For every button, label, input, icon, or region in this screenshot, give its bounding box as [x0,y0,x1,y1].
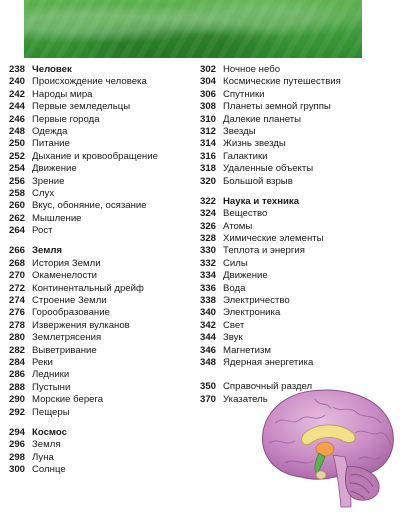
toc-entry[interactable] [9,176,194,188]
toc-entry[interactable] [200,126,395,138]
page-number: 344 [200,332,217,344]
page-number: 284 [9,356,26,368]
entry-title: Звезды [223,125,256,137]
toc-entry[interactable] [200,89,395,101]
entry-title: Жизнь звезды [223,138,286,150]
section-spacer [200,188,395,196]
entry-title: Магнетизм [223,344,271,356]
toc-left-column [9,64,194,477]
toc-entry[interactable] [9,138,194,150]
entry-title: Строение Земли [32,295,107,307]
entry-title: Движение [223,270,268,282]
page-number: 274 [9,295,26,307]
page-number: 308 [200,101,217,113]
page-number: 272 [9,282,26,294]
page-number: 262 [9,212,26,224]
toc-entry[interactable] [200,114,395,126]
entry-title: Вода [223,282,246,294]
toc-entry[interactable] [9,345,194,357]
page-number: 244 [9,101,26,113]
entry-title: Землетрясения [32,332,102,344]
entry-title: Справочный раздел [223,381,313,393]
page-number: 298 [9,451,26,463]
page-number: 266 [9,245,26,257]
toc-section-heading[interactable] [200,196,395,208]
entry-title: Питание [32,138,70,150]
entry-title: Ядерная энергетика [223,356,314,368]
toc-entry[interactable] [200,208,395,220]
toc-entry[interactable] [9,307,194,319]
page-number: 300 [9,464,26,476]
page-number: 336 [200,282,217,294]
page-number: 278 [9,319,26,331]
entry-title: Пустыни [32,381,71,393]
entry-title: Свет [223,319,245,331]
entry-title: Земля [32,439,61,451]
toc-entry[interactable] [200,221,395,233]
page-number: 270 [9,270,26,282]
entry-title: Горообразование [32,307,110,319]
toc-entry[interactable] [200,345,395,357]
entry-title: Морские берега [32,394,104,406]
toc-entry[interactable] [9,332,194,344]
entry-title: Звук [223,332,243,344]
entry-title: Указатель [223,393,268,405]
toc-entry[interactable] [200,138,395,150]
toc-entry[interactable] [9,114,194,126]
toc-entry[interactable] [9,369,194,381]
entry-title: Наука и техника [223,195,300,207]
page-number: 306 [200,88,217,100]
entry-title: Первые города [32,113,100,125]
toc-entry[interactable] [9,76,194,88]
page-number: 316 [200,150,217,162]
toc-entry[interactable] [200,320,395,332]
toc-entry[interactable] [9,394,194,406]
toc-entry[interactable] [9,270,194,282]
toc-entry[interactable] [200,163,395,175]
entry-title: Дыхание и кровообращение [32,150,158,162]
entry-title: Первые земледельцы [32,101,131,113]
entry-title: Реки [32,356,53,368]
toc-entry[interactable] [9,225,194,237]
toc-entry[interactable] [9,126,194,138]
page-number: 260 [9,200,26,212]
toc-entry[interactable] [200,76,395,88]
entry-title: Окаменелости [32,270,98,282]
entry-title: Континентальный дрейф [32,282,144,294]
page-number: 280 [9,332,26,344]
toc-entry[interactable] [9,295,194,307]
page-number: 240 [9,76,26,88]
page-number: 302 [200,64,217,75]
toc-entry[interactable] [200,332,395,344]
page-number: 282 [9,344,26,356]
page-number: 246 [9,113,26,125]
toc-entry[interactable] [9,357,194,369]
page-number: 346 [200,344,217,356]
toc-entry[interactable] [9,452,194,464]
page-number: 248 [9,125,26,137]
page-number: 330 [200,245,217,257]
entry-title: Извержения вулканов [32,319,130,331]
entry-title: Ночное небо [223,64,281,75]
entry-title: Вкус, обоняние, осязание [32,200,147,212]
entry-title: Пещеры [32,406,70,418]
page-number: 288 [9,381,26,393]
toc-entry[interactable] [9,213,194,225]
entry-title: Рост [32,225,53,237]
entry-title: Атомы [223,220,253,232]
page-number: 348 [200,356,217,368]
green-leaf-banner [24,0,362,58]
toc-entry[interactable] [200,270,395,282]
toc-entry[interactable] [9,382,194,394]
page-number: 350 [200,381,217,393]
toc-entry[interactable] [200,295,395,307]
page-number: 268 [9,257,26,269]
page-number: 310 [200,113,217,125]
page-number: 292 [9,406,26,418]
entry-title: Электричество [223,295,290,307]
toc-entry[interactable] [200,151,395,163]
section-spacer [9,419,194,427]
entry-title: Силы [223,257,248,269]
page-number: 318 [200,163,217,175]
page-number: 252 [9,150,26,162]
toc-entry[interactable] [200,307,395,319]
page-number: 334 [200,270,217,282]
entry-title: Химические элементы [223,233,324,245]
page-number: 304 [200,76,217,88]
entry-title: Космические путешествия [223,76,341,88]
toc-entry[interactable] [9,200,194,212]
page-number: 296 [9,439,26,451]
toc-section-heading[interactable] [9,245,194,257]
entry-title: Земля [32,245,63,257]
entry-title: Электроника [223,307,281,319]
toc-entry[interactable] [9,101,194,113]
toc-entry[interactable] [200,258,395,270]
page-number: 256 [9,175,26,187]
page-number: 242 [9,88,26,100]
page-number: 290 [9,394,26,406]
toc-entry[interactable] [200,283,395,295]
entry-title: Народы мира [32,88,93,100]
page-number: 312 [200,125,217,137]
page-number: 340 [200,307,217,319]
page-number: 250 [9,138,26,150]
toc-section-heading[interactable] [9,427,194,439]
page-number: 276 [9,307,26,319]
toc-entry[interactable] [9,151,194,163]
toc-entry[interactable] [200,64,395,76]
entry-title: Выветривание [32,344,97,356]
toc-entry[interactable] [200,245,395,257]
page-number: 326 [200,220,217,232]
entry-title: Спутники [223,88,265,100]
toc-entry[interactable] [9,439,194,451]
page-number: 322 [200,195,217,207]
toc-entry[interactable] [9,320,194,332]
page-number: 238 [9,64,26,75]
toc-entry[interactable] [9,163,194,175]
entry-title: Луна [32,451,54,463]
page-number: 328 [200,233,217,245]
entry-title: Галактики [223,150,268,162]
page-number: 338 [200,295,217,307]
entry-title: Движение [32,163,77,175]
page-number: 294 [9,426,26,438]
entry-title: Происхождение человека [32,76,147,88]
page-number: 258 [9,187,26,199]
page-number: 286 [9,369,26,381]
entry-title: Удаленные объекты [223,163,314,175]
page-number: 264 [9,225,26,237]
entry-title: Человек [32,64,72,75]
toc-entry[interactable] [9,89,194,101]
page-number: 370 [200,393,217,405]
entry-title: Одежда [32,125,68,137]
entry-title: Солнце [32,464,66,476]
toc-entry[interactable] [200,101,395,113]
section-spacer [9,237,194,245]
toc-entry[interactable] [9,188,194,200]
toc-entry[interactable] [9,407,194,419]
entry-title: Планеты земной группы [223,101,331,113]
entry-title: Мышление [32,212,82,224]
entry-title: Космос [32,426,67,438]
toc-entry[interactable] [200,357,395,369]
entry-title: Большой взрыв [223,175,293,187]
toc-entry[interactable] [200,233,395,245]
toc-entry[interactable] [200,176,395,188]
entry-title: Ледники [32,369,70,381]
entry-title: Теплота и энергия [223,245,305,257]
page-number: 320 [200,175,217,187]
toc-entry[interactable] [9,464,194,476]
page-number: 324 [200,208,217,220]
toc-entry[interactable] [9,283,194,295]
entry-title: Вещество [223,208,268,220]
brain-illustration [255,383,400,521]
entry-title: История Земли [32,257,101,269]
page-number: 254 [9,163,26,175]
toc-right-column [200,64,395,406]
page-number: 342 [200,319,217,331]
page-number: 314 [200,138,217,150]
entry-title: Далекие планеты [223,113,302,125]
section-spacer [200,369,395,381]
toc-section-heading[interactable] [9,64,194,76]
toc-entry[interactable] [9,258,194,270]
page-number: 332 [200,257,217,269]
entry-title: Слух [32,187,55,199]
entry-title: Зрение [32,175,65,187]
